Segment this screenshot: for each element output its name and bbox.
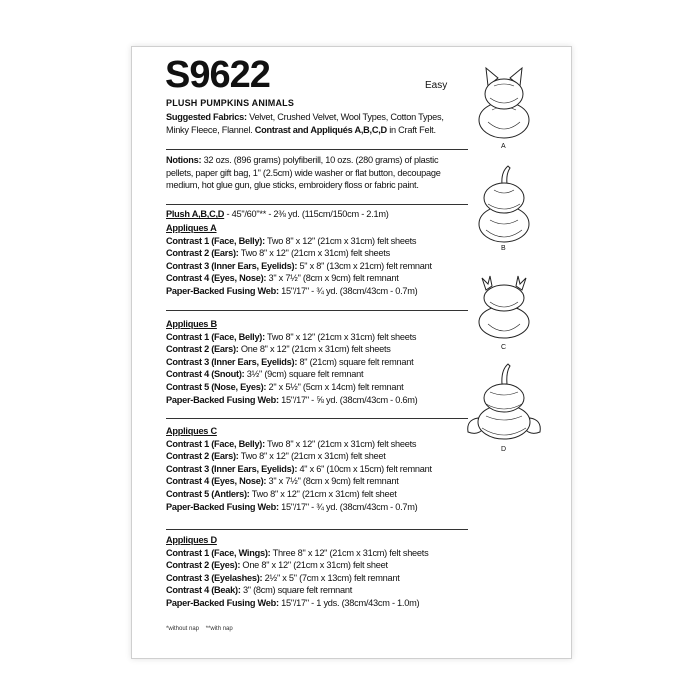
list-item: Contrast 3 (Inner Ears, Eyelids): 5" x 8" (13cm x 21cm) felt remnant [166,260,432,271]
divider [166,529,468,530]
list-item: Contrast 4 (Eyes, Nose): 3" x 7½" (8cm x 9cm) felt remnant [166,273,399,284]
figure-label-d: D [501,446,507,453]
fabrics-label: Suggested Fabrics: [166,112,247,122]
list-item: Contrast 5 (Antlers): Two 8" x 12" (21cm x 31cm) felt sheet [166,488,397,499]
list-item: Contrast 3 (Eyelashes): 2½" x 5" (7cm x 13cm) felt remnant [166,572,400,583]
appliques-heading: Appliques B [166,319,217,329]
stem-icon [502,166,510,184]
list-item: Paper-Backed Fusing Web: 15"/17" - ⅝ yd. (38cm/43cm - 0.6m) [166,394,418,405]
appliques-heading: Appliques A [166,223,217,233]
list-item: Contrast 4 (Eyes, Nose): 3" x 7½" (8cm x 9cm) felt remnant [166,476,399,487]
figure-b-illustration [474,164,534,246]
list-item: Contrast 3 (Inner Ears, Eyelids): 4" x 6" (10cm x 15cm) felt remnant [166,463,432,474]
divider [166,204,468,205]
figure-label-b: B [501,245,506,252]
list-item: Contrast 2 (Ears): Two 8" x 12" (21cm x 31cm) felt sheet [166,451,386,462]
difficulty-label: Easy [425,80,448,91]
figure-label-c: C [501,344,507,351]
footnote: *without nap **with nap [166,626,233,632]
appliques-d [166,534,466,610]
figure-d-illustration [464,362,544,444]
plush-text: - 45"/60"** - 2⅜ yd. (115cm/150cm - 2.1m) [224,209,389,219]
list-item: Contrast 2 (Ears): Two 8" x 12" (21cm x 31cm) felt sheets [166,248,390,259]
appliques-a [166,222,466,298]
suggested-fabrics [166,111,466,136]
list-item: Contrast 1 (Face, Belly): Two 8" x 12" (21cm x 31cm) felt sheets [166,438,417,449]
contrast-text: in Craft Felt. [386,124,436,135]
figure-c-illustration [474,272,534,342]
notions [166,154,466,192]
appliques-heading: Appliques C [166,426,217,436]
plush-label: Plush A,B,C,D [166,209,225,219]
divider [166,149,468,150]
stem-icon [502,364,510,384]
list-item: Contrast 3 (Inner Ears, Eyelids): 8" (21cm) square felt remnant [166,356,414,367]
list-item: Contrast 1 (Face, Belly): Two 8" x 12" (21cm x 31cm) felt sheets [166,235,417,246]
contrast-label: Contrast and Appliqués A,B,C,D [254,124,387,135]
notions-label: Notions: [166,155,202,165]
plush-yardage [166,208,466,221]
list-item: Paper-Backed Fusing Web: 15"/17" - ¾ yd. (38cm/43cm - 0.7m) [166,285,418,296]
fabrics-text: Velvet, Crushed Velvet, Wool Types, Cotton Types, Minky Fleece, Flannel. [166,112,444,135]
list-item: Paper-Backed Fusing Web: 15"/17" - ¾ yd. (38cm/43cm - 0.7m) [166,501,418,512]
list-item: Contrast 2 (Ears): One 8" x 12" (21cm x 31cm) felt sheets [166,344,391,355]
figure-a-illustration [474,60,534,142]
list-item: Paper-Backed Fusing Web: 15"/17" - 1 yds. (38cm/43cm - 1.0m) [166,597,420,608]
appliques-b [166,318,466,406]
divider [166,418,468,419]
list-item: Contrast 2 (Eyes): One 8" x 12" (21cm x 31cm) felt sheet [166,560,388,571]
appliques-c [166,425,466,513]
list-item: Contrast 4 (Beak): 3" (8cm) square felt remnant [166,585,353,596]
pattern-number: S9622 [165,54,270,96]
list-item: Contrast 1 (Face, Belly): Two 8" x 12" (21cm x 31cm) felt sheets [166,331,417,342]
pattern-title: PLUSH PUMPKINS ANIMALS [166,98,295,108]
list-item: Contrast 1 (Face, Wings): Three 8" x 12" (21cm x 31cm) felt sheets [166,547,429,558]
list-item: Contrast 5 (Nose, Eyes): 2" x 5½" (5cm x 14cm) felt remnant [166,381,404,392]
notions-text: 32 ozs. (896 grams) polyfiberill, 10 ozs. (280 grams) of plastic pellets, paper gift bag, 1" (2.5cm) wide washer or flat button, decoupage medium, hot glue gun, glue sticks, embroidery floss or fabric paint. [166,155,441,191]
list-item: Contrast 4 (Snout): 3½" (9cm) square felt remnant [166,369,364,380]
appliques-heading: Appliques D [166,535,217,545]
figure-label-a: A [501,143,506,150]
divider [166,310,468,311]
